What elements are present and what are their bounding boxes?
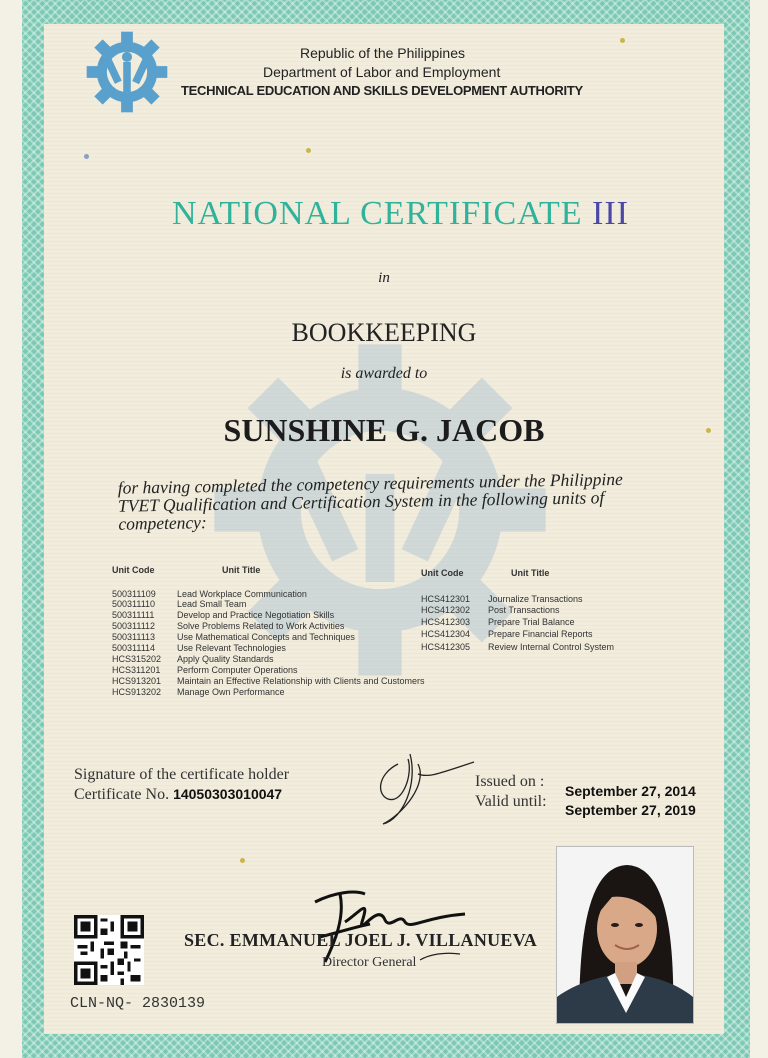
signatory-name: SEC. EMMANUEL JOEL J. VILLANUEVA [184,930,538,950]
unit-code: HCS311201 [112,665,161,675]
signature-holder-label: Signature of the certificate holder [74,766,290,783]
unit-code: HCS412301 [421,594,471,604]
unit-code: HCS913201 [112,676,162,686]
qualification-title: BOOKKEEPING [291,318,477,347]
issued-date: September 27, 2014 [565,783,696,799]
header-authority: TECHNICAL EDUCATION AND SKILLS DEVELOPMENT AUTHORITY [181,83,583,98]
unit-title: Use Mathematical Concepts and Techniques [177,632,355,642]
valid-date: September 27, 2019 [565,802,696,818]
unit-code: HCS412302 [421,605,471,615]
unit-code: 500311109 [112,589,156,599]
unit-code: 500311110 [112,599,156,609]
unit-code: HCS315202 [112,654,162,664]
unit-title: Develop and Practice Negotiation Skills [177,610,335,620]
unit-title: Prepare Financial Reports [488,629,593,639]
certificate-number: 14050303010047 [173,786,283,802]
unit-code: HCS412304 [421,629,471,639]
unit-code: HCS913202 [112,687,162,697]
unit-code-header: Unit Code [421,568,464,578]
unit-title: Apply Quality Standards [177,654,274,664]
certificate-title [172,195,629,233]
decorative-dot [306,148,311,153]
unit-title: Lead Small Team [177,599,247,609]
issued-label: Issued on : [475,773,545,790]
unit-title: Review Internal Control System [488,642,615,652]
unit-title-header: Unit Title [511,568,550,578]
in-text: in [378,270,390,286]
holder-name: SUNSHINE G. JACOB [223,412,545,448]
decorative-dot [240,858,245,863]
header-republic: Republic of the Philippines [300,45,465,61]
certificate-title-text: NATIONAL CERTIFICATE [172,195,583,232]
unit-code: HCS412305 [421,642,471,652]
signatory-title: Director General [322,955,417,970]
unit-title: Post Transactions [488,605,560,615]
decorative-dot [620,38,625,43]
holder-signature-icon [368,744,478,830]
cln-number [70,995,205,1012]
unit-title: Journalize Transactions [488,594,583,604]
unit-title: Perform Computer Operations [177,665,298,675]
unit-code-header: Unit Code [112,565,155,575]
certificate-number-label: Certificate No. [74,786,170,803]
unit-code: 500311111 [112,610,155,620]
unit-title: Prepare Trial Balance [488,617,575,627]
holder-portrait-icon [557,847,693,1023]
unit-title: Lead Workplace Communication [177,589,307,599]
cln-label: CLN-NQ- [70,995,134,1012]
unit-title-header: Unit Title [222,565,261,575]
decorative-dot [706,428,711,433]
unit-title: Maintain an Effective Relationship with Clients and Customers [177,676,425,686]
unit-code: 500311112 [112,621,156,631]
certificate-level: III [592,195,629,232]
unit-code: 500311114 [112,643,156,653]
awarded-text: is awarded to [340,365,428,382]
certificate-number-line [74,786,282,804]
cln-value: 2830139 [142,995,206,1012]
competency-description: for having completed the competency requirements under the Philippine TVET Qualification and Certification System in the following units of competency: [117,468,623,534]
unit-code: 500311113 [112,632,156,642]
unit-title: Solve Problems Related to Work Activities [177,621,345,631]
unit-code: HCS412303 [421,617,471,627]
decorative-dot [84,154,89,159]
header-department: Department of Labor and Employment [263,64,501,80]
valid-label: Valid until: [475,793,547,810]
qr-code-icon [74,915,144,985]
unit-title: Use Relevant Technologies [177,643,286,653]
unit-title: Manage Own Performance [177,687,285,697]
holder-photo [556,846,694,1024]
tesda-logo-icon [85,30,169,114]
